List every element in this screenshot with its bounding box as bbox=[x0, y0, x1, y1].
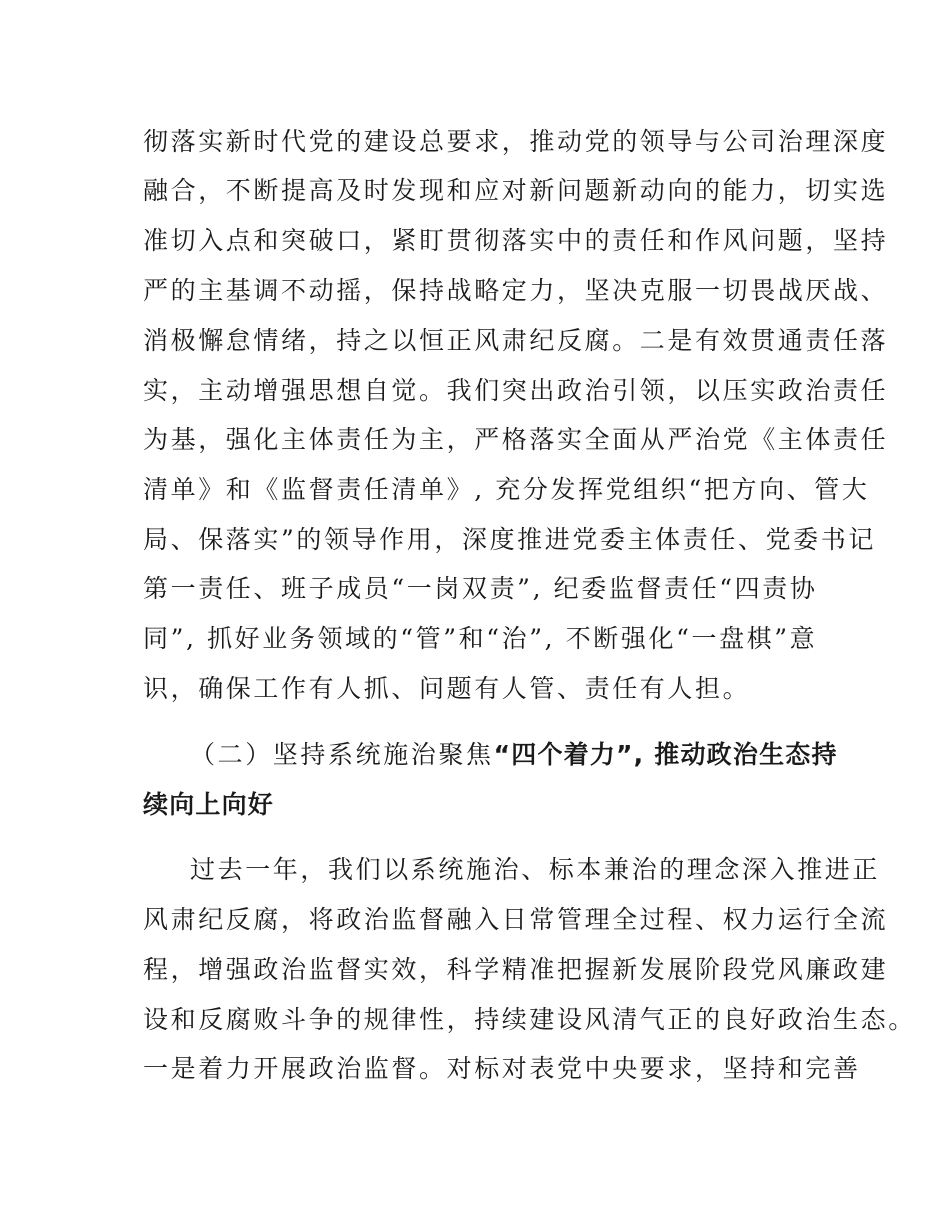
paragraph-line: 设和反腐败斗争的规律性，持续建设风清气正的良好政治生态。 bbox=[143, 1005, 916, 1034]
paragraph-line: 融合，不断提高及时发现和应对新问题新动向的能力，切实选 bbox=[143, 176, 889, 205]
paragraph-line: 局、保落实”的领导作用，深度推进党委主体责任、党委书记 bbox=[143, 525, 876, 554]
heading-prefix: （二）坚持系统施治聚焦 bbox=[190, 740, 494, 769]
paragraph-line: 彻落实新时代党的建设总要求，推动党的领导与公司治理深度 bbox=[143, 127, 889, 156]
paragraph-line: 风肃纪反腐，将政治监督融入日常管理全过程、权力运行全流 bbox=[143, 905, 889, 934]
paragraph-line: 准切入点和突破口，紧盯贯彻落实中的责任和作风问题，坚持 bbox=[143, 226, 889, 255]
paragraph-line: 第一责任、班子成员“一岗双责”, 纪委监督责任“四责协 bbox=[143, 574, 818, 603]
paragraph-line: 过去一年，我们以系统施治、标本兼治的理念深入推进正 bbox=[190, 855, 881, 884]
heading-line-2: 续向上向好 bbox=[143, 790, 275, 819]
paragraph-line: 严的主基调不动摇，保持战略定力，坚决克服一切畏战厌战、 bbox=[143, 276, 889, 305]
paragraph-line: 同”, 抓好业务领域的“管”和“治”, 不断强化“一盘棋”意 bbox=[143, 624, 818, 653]
paragraph-line: 为基，强化主体责任为主，严格落实全面从严治党《主体责任 bbox=[143, 425, 889, 454]
paragraph-line: 清单》和《监督责任清单》, 充分发挥党组织“把方向、管大 bbox=[143, 475, 870, 504]
paragraph-line: 程，增强政治监督实效，科学精准把握新发展阶段党风廉政建 bbox=[143, 955, 889, 984]
paragraph-line: 消极懈怠情绪，持之以恒正风肃纪反腐。二是有效贯通责任落 bbox=[143, 326, 889, 355]
paragraph-line: 识，确保工作有人抓、问题有人管、责任有人担。 bbox=[143, 674, 751, 703]
paragraph-line: 一是着力开展政治监督。对标对表党中央要求，坚持和完善 bbox=[143, 1054, 861, 1083]
heading-title-rest: “四个着力”, 推动政治生态持 bbox=[493, 740, 838, 769]
heading-line-1 bbox=[190, 740, 838, 770]
paragraph-line: 实，主动增强思想自觉。我们突出政治引领，以压实政治责任 bbox=[143, 376, 889, 405]
